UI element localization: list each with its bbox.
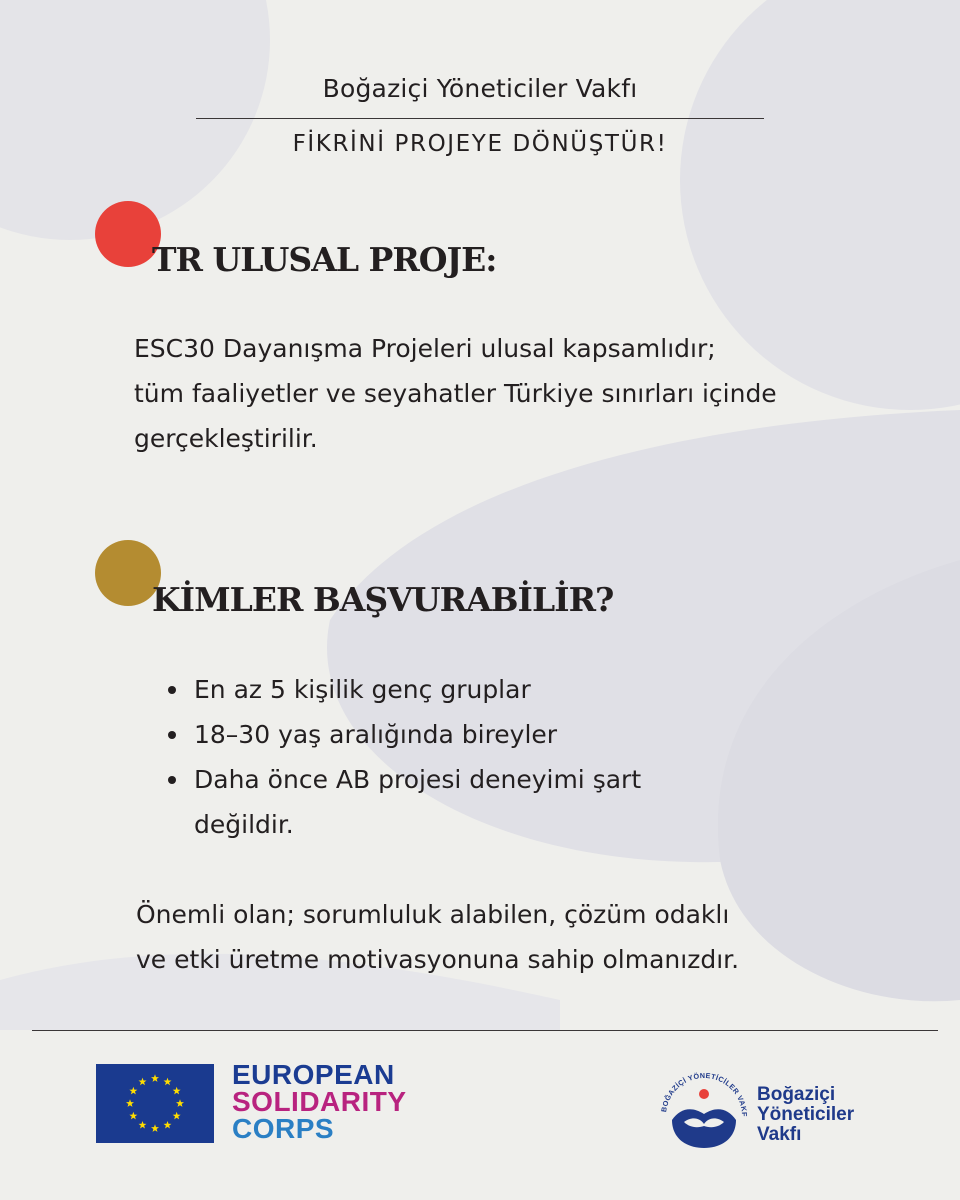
- list-item: [164, 712, 764, 757]
- description-line: gerçekleştirilir.: [134, 424, 318, 453]
- byv-logo-text: [757, 1085, 854, 1145]
- national-project-description: [134, 326, 894, 461]
- esc-logo-line: SOLIDARITY: [232, 1086, 407, 1117]
- esc-logo-line: EUROPEAN: [232, 1059, 395, 1090]
- slogan: FİKRİNİ PROJEYE DÖNÜŞTÜR!: [292, 131, 668, 157]
- byv-logo-line: Vakfı: [757, 1124, 802, 1145]
- byv-logo-line: Boğaziçi: [757, 1084, 836, 1105]
- byv-emblem-icon: [656, 1064, 752, 1152]
- list-item-text: Daha önce AB projesi deneyimi şart: [194, 765, 642, 794]
- header-divider: [196, 118, 764, 119]
- list-item: [164, 757, 764, 847]
- eligibility-list: [164, 667, 764, 847]
- list-item-text: 18–30 yaş aralığında bireyler: [194, 720, 558, 749]
- eligibility-heading: KİMLER BAŞVURABİLİR?: [152, 580, 614, 619]
- list-item-text: En az 5 kişilik genç gruplar: [194, 675, 531, 704]
- description-line: ESC30 Dayanışma Projeleri ulusal kapsamlıdır;: [134, 334, 716, 363]
- bullet-icon: [168, 776, 176, 784]
- organization-title: Boğaziçi Yöneticiler Vakfı: [322, 74, 638, 103]
- closing-line: Önemli olan; sorumluluk alabilen, çözüm odaklı: [136, 900, 730, 929]
- list-item-text: değildir.: [194, 810, 294, 839]
- closing-line: ve etki üretme motivasyonuna sahip olmanızdır.: [136, 945, 740, 974]
- footer-divider: [32, 1030, 938, 1031]
- bullet-icon: [168, 731, 176, 739]
- european-solidarity-corps-logo: [232, 1061, 407, 1142]
- byv-ring-text: BOĞAZİÇİ YÖNETİCİLER VAKF: [659, 1070, 750, 1118]
- closing-statement: [136, 892, 896, 982]
- description-line: tüm faaliyetler ve seyahatler Türkiye sınırları içinde: [134, 379, 777, 408]
- esc-logo-line: CORPS: [232, 1113, 335, 1144]
- eu-flag-icon: [96, 1064, 214, 1143]
- list-item: [164, 667, 764, 712]
- national-project-heading: TR ULUSAL PROJE:: [152, 240, 497, 279]
- bullet-icon: [168, 686, 176, 694]
- byv-logo-line: Yöneticiler: [757, 1104, 855, 1125]
